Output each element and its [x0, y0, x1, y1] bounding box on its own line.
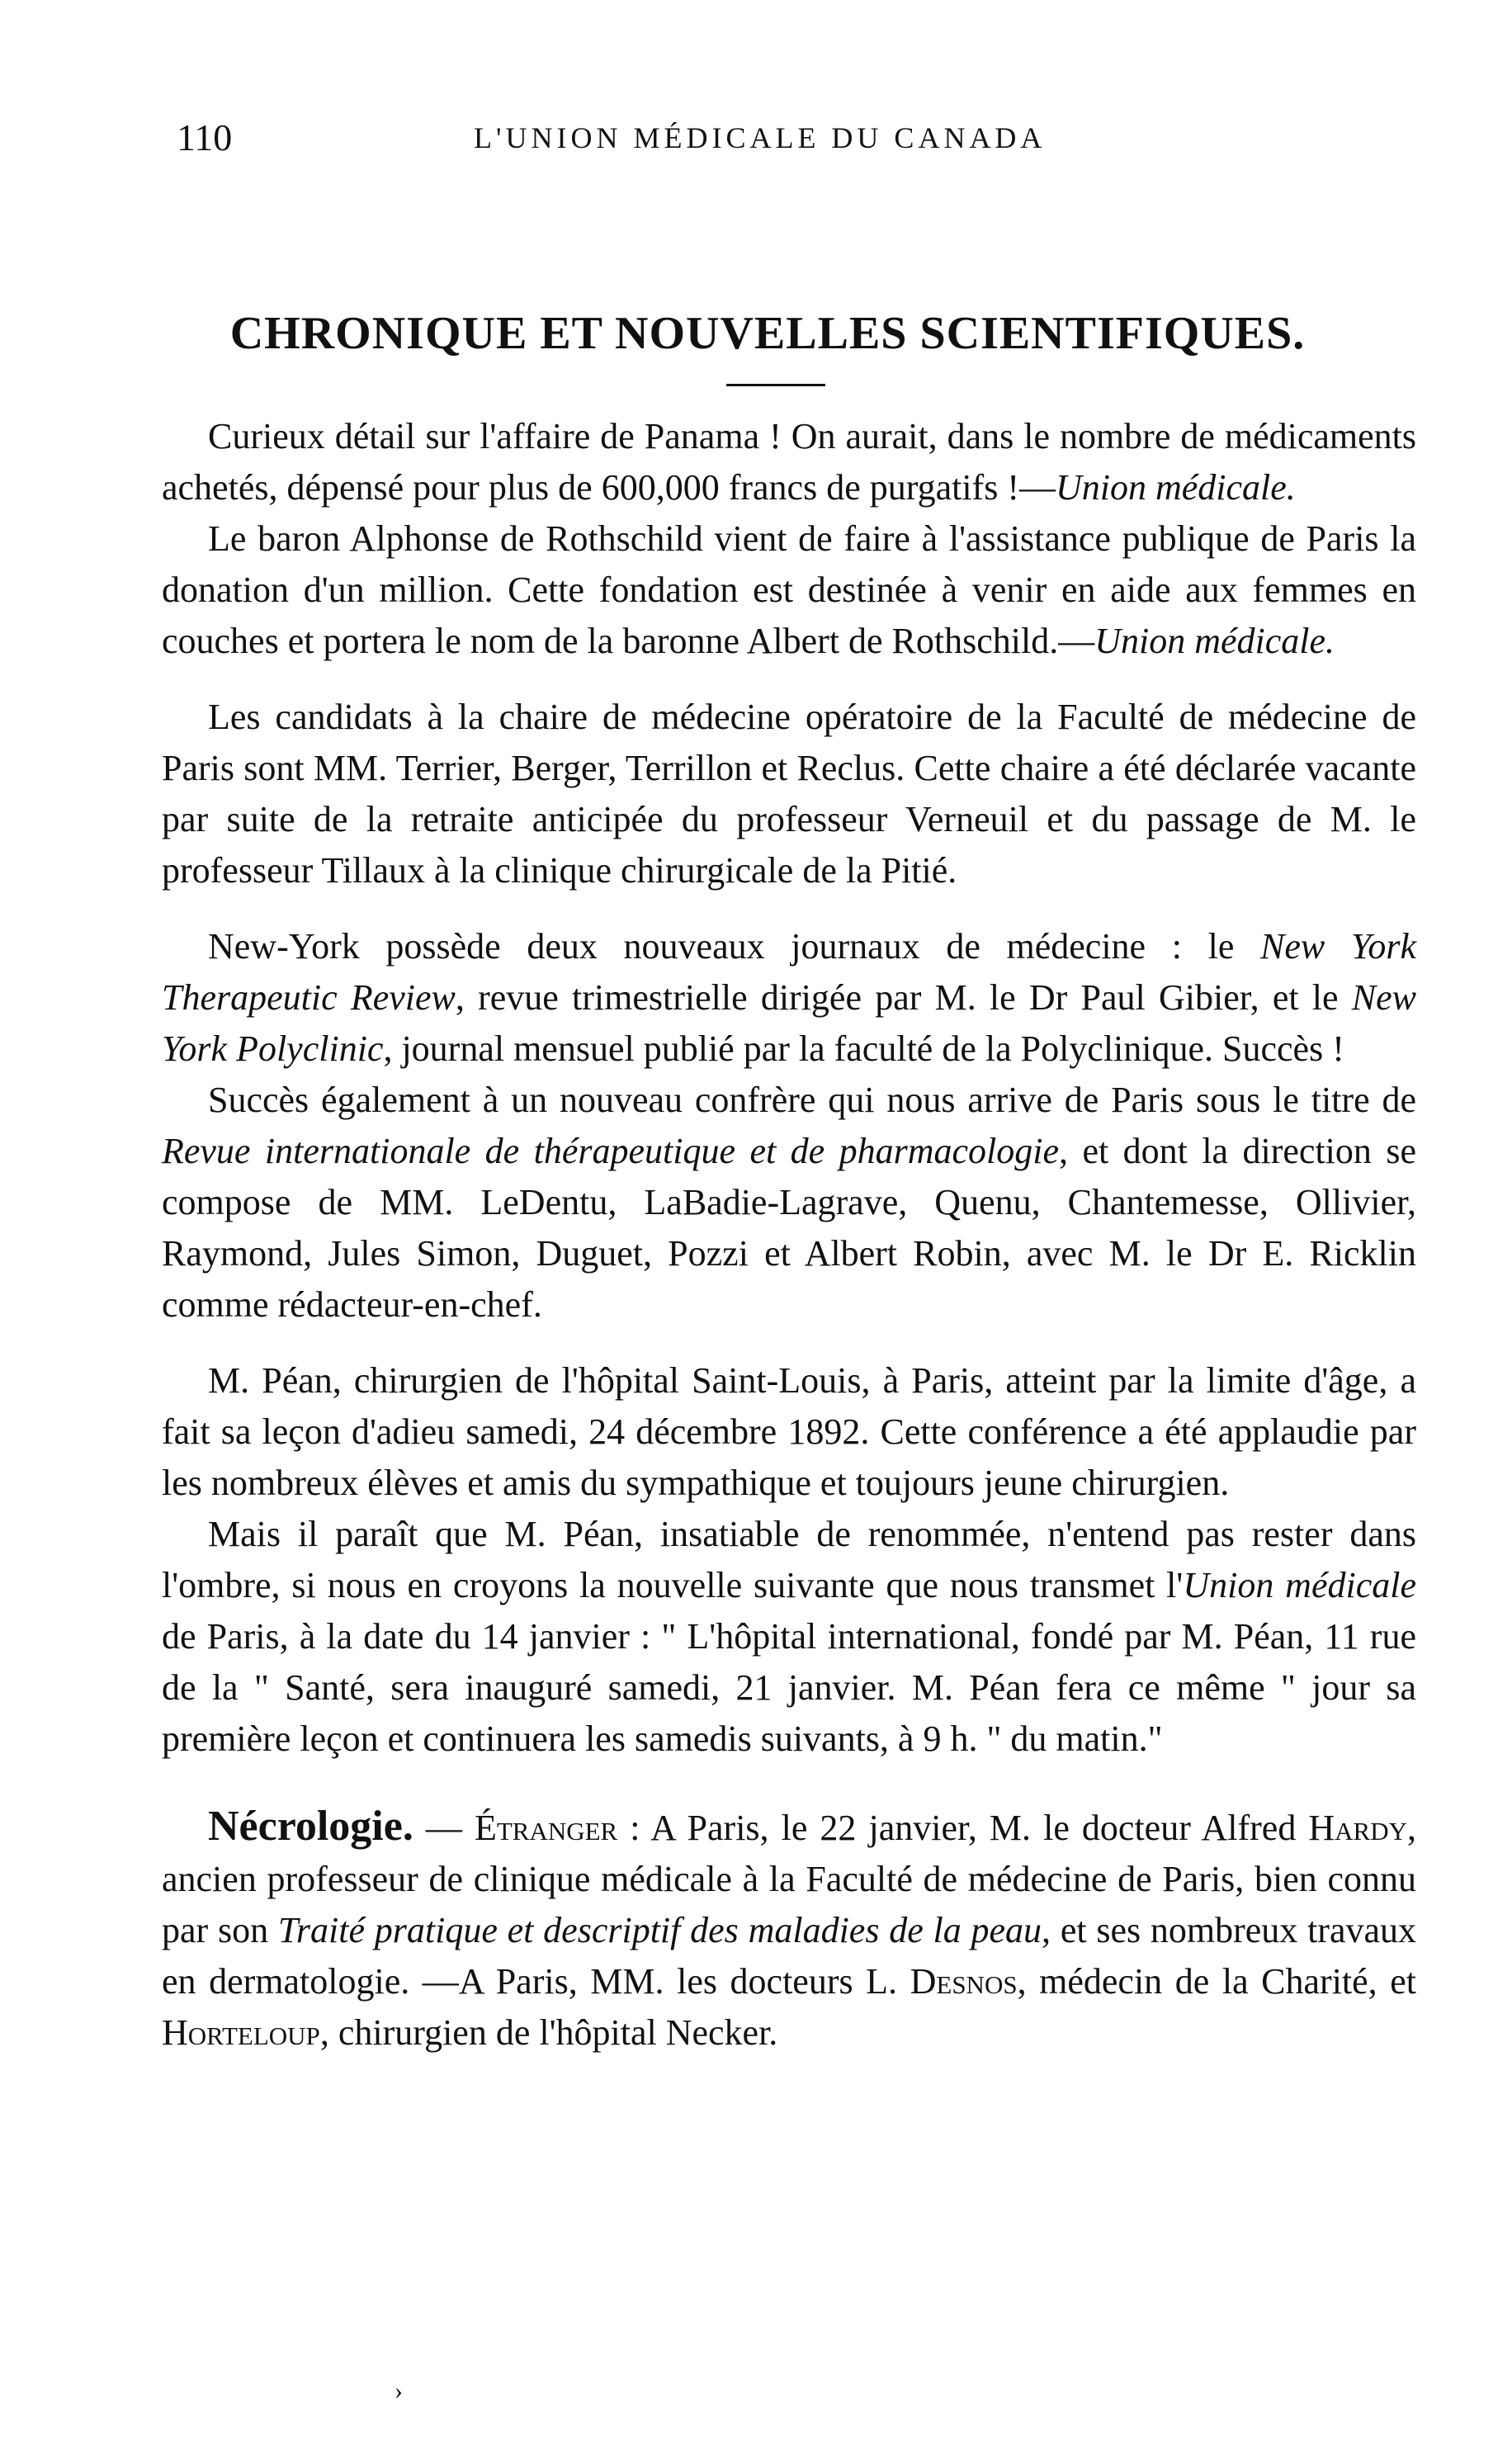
person-name: Horteloup [162, 2012, 320, 2053]
paragraph-text: Succès également à un nouveau confrère qui nous arrive de Paris sous le titre de [208, 1080, 1416, 1120]
paragraph-text: New-York possède deux nouveaux journaux de médecine : le [208, 926, 1261, 967]
paragraph-text: , et dont la direction se compose de MM. LeDentu, LaBadie-Lagrave, Quenu, Chantemesse, Ollivier, Raymond, Jules Simon, Duguet, Pozzi et Albert Robin, avec M. le Dr E. Ricklin comme rédacteur-en-chef. [162, 1131, 1416, 1325]
stray-ink-mark: › [395, 2377, 403, 2404]
source-citation: Union médicale. [1055, 467, 1296, 508]
publication-title: New York Therapeutic Review [162, 926, 1416, 1018]
paragraph-necrologie [162, 1801, 1416, 2059]
paragraph-text: de Paris, à la date du 14 janvier : " L'hôpital international, fondé par M. Péan, 11 rue de la " Santé, sera inauguré samedi, 21 janvier. M. Péan fera ce même " jour sa première leçon et continuera les samedis suivants, à 9 h. " du matin." [162, 1616, 1416, 1759]
paragraph-text: Mais il paraît que M. Péan, insatiable de renommée, n'entend pas rester dans l'ombre, si nous en croyons la nouvelle suivante que nous transmet l' [162, 1514, 1416, 1605]
paragraph-chaire [162, 692, 1416, 896]
article-body [162, 411, 1416, 2059]
page-number: 110 [177, 116, 233, 158]
paragraph-text: , journal mensuel publié par la faculté de la Polyclinique. Succès ! [383, 1028, 1344, 1069]
paragraph-pean-lecon [162, 1355, 1416, 1509]
paragraph-text: Le baron Alphonse de Rothschild vient de faire à l'assistance publique de Paris la donation d'un million. Cette fondation est destinée à venir en aide aux femmes en couches et portera le nom de la baronne Albert de Rothschild.— [162, 518, 1416, 661]
person-name: Hardy [1308, 1808, 1408, 1848]
paragraph-new-york-journals [162, 921, 1416, 1075]
necrology-heading: Nécrologie. [208, 1803, 413, 1850]
paragraph-text: , revue trimestrielle dirigée par M. le Dr Paul Gibier, et le [455, 977, 1352, 1018]
dash: — [413, 1808, 475, 1848]
paragraph-text: : A Paris, le 22 janvier, M. le docteur Alfred [617, 1808, 1309, 1848]
publication-title: Revue internationale de thérapeutique et de pharmacologie [162, 1131, 1060, 1171]
section-label: Étranger [474, 1808, 618, 1848]
paragraph-rothschild [162, 513, 1416, 667]
paragraph-text: M. Péan, chirurgien de l'hôpital Saint-Louis, à Paris, atteint par la limite d'âge, a fait sa leçon d'adieu samedi, 24 décembre 1892. Cette conférence a été applaudie par les nombreux élèves et amis du sympathique et toujours jeune chirurgien. [162, 1360, 1416, 1503]
source-citation: Union médicale. [1094, 621, 1335, 661]
person-name: Desnos [910, 1961, 1018, 2002]
publication-title: Traité pratique et descriptif des maladies de la peau [277, 1910, 1042, 1950]
paragraph-text: , chirurgien de l'hôpital Necker. [319, 2012, 778, 2053]
paragraph-text: Les candidats à la chaire de médecine opératoire de la Faculté de médecine de Paris sont MM. Terrier, Berger, Terrillon et Reclus. Cette chaire a été déclarée vacante par suite de la retraite anticipée du professeur Verneuil et du passage de M. le professeur Tillaux à la clinique chirurgicale de la Pitié. [162, 697, 1416, 891]
publication-title: Union médicale [1183, 1565, 1416, 1605]
paragraph-text: , médecin de la Charité, et [1017, 1961, 1416, 2002]
publication-title: New York Polyclinic [162, 977, 1417, 1069]
paragraph-text: Curieux détail sur l'affaire de Panama ! On aurait, dans le nombre de médicaments achetés, dépensé pour plus de 600,000 francs de purgatifs !— [162, 416, 1416, 508]
title-rule [726, 384, 825, 386]
paragraph-revue-internationale [162, 1075, 1416, 1331]
page-header [177, 116, 1415, 165]
paragraph-hopital-international [162, 1509, 1416, 1765]
paragraph-panama [162, 411, 1416, 513]
paragraph-text: , ancien professeur de clinique médicale à la Faculté de médecine de Paris, bien connu par son [162, 1808, 1417, 1950]
running-title: L'UNION MÉDICALE DU CANADA [474, 121, 1047, 154]
section-title: CHRONIQUE ET NOUVELLES SCIENTIFIQUES. [229, 308, 1306, 359]
paragraph-text: , et ses nombreux travaux en dermatologie. —A Paris, MM. les docteurs L. [162, 1910, 1417, 2002]
